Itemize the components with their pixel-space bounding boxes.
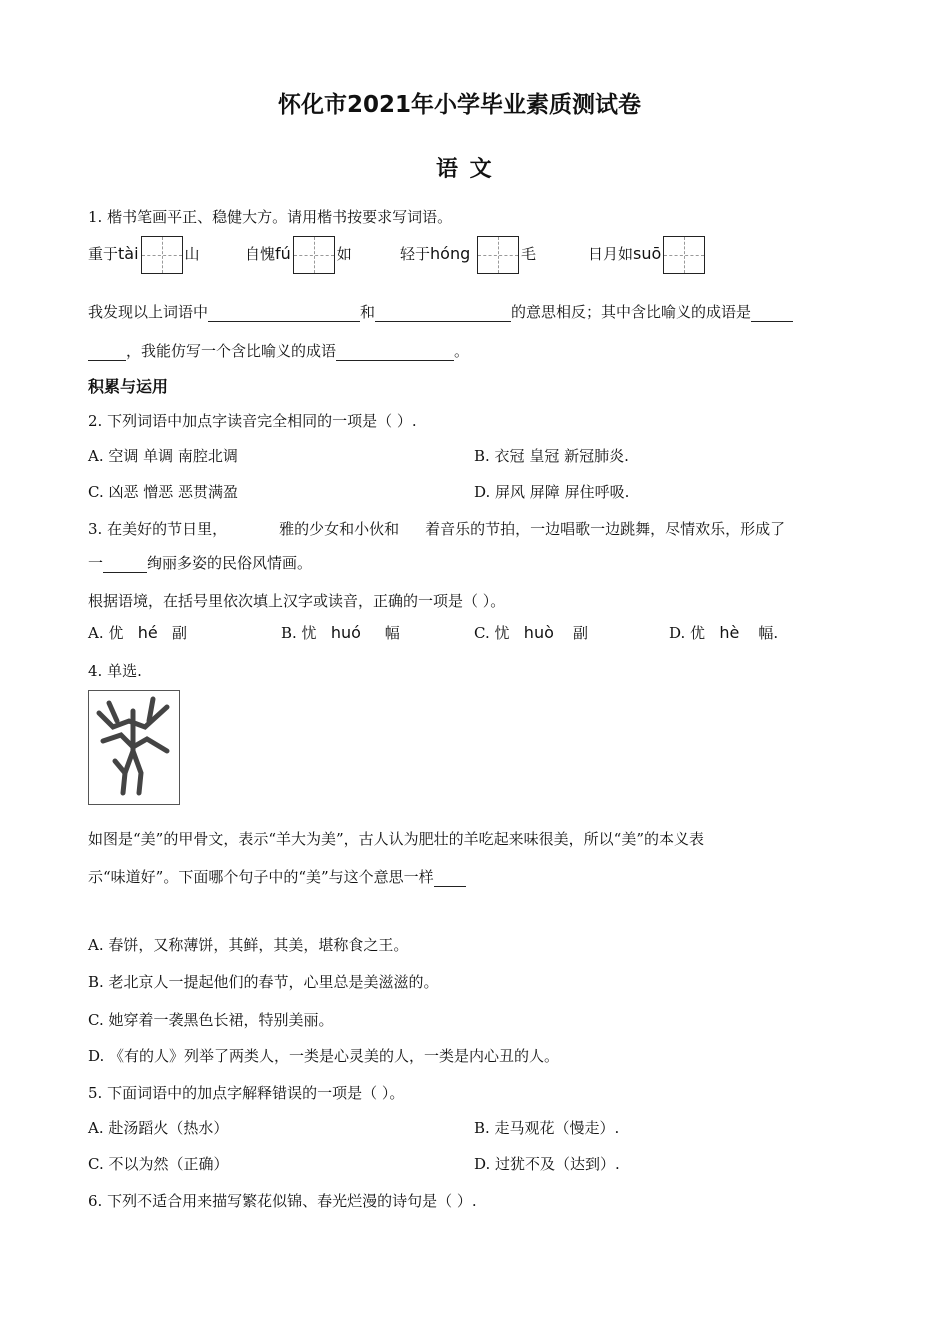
answer-blank[interactable] bbox=[751, 303, 793, 322]
writing-box[interactable] bbox=[141, 236, 183, 274]
writing-box[interactable] bbox=[663, 236, 705, 274]
writing-box[interactable] bbox=[293, 236, 335, 274]
oracle-bone-glyph-icon bbox=[89, 691, 179, 804]
answer-blank[interactable] bbox=[208, 303, 360, 322]
q3-option-a[interactable]: A. 优 hé 副 bbox=[88, 623, 187, 642]
pinyin: suō bbox=[633, 244, 662, 263]
pinyin: hóng bbox=[430, 244, 471, 263]
q1-item-1: 重于tài 山 bbox=[88, 236, 200, 274]
q4-option-b[interactable]: B. 老北京人一提起他们的春节，心里总是美滋滋的。 bbox=[88, 973, 439, 991]
q1-item-4: 日月如suō bbox=[588, 236, 707, 274]
pinyin: huò bbox=[523, 623, 554, 642]
q1-stem: 1. 楷书笔画平正、稳健大方。请用楷书按要求写词语。 bbox=[88, 208, 453, 226]
q2-stem: 2. 下列词语中加点字读音完全相同的一项是（ ）. bbox=[88, 412, 417, 430]
q2-option-a[interactable]: A. 空调 单调 南腔北调 bbox=[88, 447, 238, 465]
paper-title: 怀化市2021年小学毕业素质测试卷 bbox=[278, 92, 642, 118]
pinyin: huó bbox=[330, 623, 361, 642]
q5-option-c[interactable]: C. 不以为然（正确） bbox=[88, 1155, 229, 1173]
q4-stem: 4. 单选. bbox=[88, 662, 142, 680]
oracle-bone-mei-image bbox=[88, 690, 180, 805]
q5-option-b[interactable]: B. 走马观花（慢走）. bbox=[474, 1119, 620, 1137]
q2-option-b[interactable]: B. 衣冠 皇冠 新冠肺炎. bbox=[474, 447, 629, 465]
q3-option-b[interactable]: B. 忧 huó 幅 bbox=[281, 623, 400, 642]
q3-option-c[interactable]: C. 忧 huò 副 bbox=[474, 623, 588, 642]
q4-option-c[interactable]: C. 她穿着一袭黑色长裙，特别美丽。 bbox=[88, 1011, 334, 1029]
q6-stem: 6. 下列不适合用来描写繁花似锦、春光烂漫的诗句是（ ）. bbox=[88, 1192, 477, 1210]
writing-box[interactable] bbox=[477, 236, 519, 274]
q1-line2: 我发现以上词语中 和 的意思相反；其中含比喻义的成语是 bbox=[88, 301, 793, 322]
q3-line2: 一 绚丽多姿的民俗风情画。 bbox=[88, 554, 313, 572]
q5-option-d[interactable]: D. 过犹不及（达到）. bbox=[474, 1155, 620, 1173]
q2-option-d[interactable]: D. 屏风 屏障 屏住呼吸. bbox=[474, 483, 630, 501]
q1-line3: ，我能仿写一个含比喻义的成语 。 bbox=[88, 340, 469, 361]
subject-title: 语 文 bbox=[436, 157, 494, 182]
answer-blank[interactable] bbox=[336, 342, 454, 361]
q1-item-3: 轻于hóng 毛 bbox=[400, 236, 536, 274]
pinyin: fú bbox=[275, 244, 291, 263]
pinyin: hè bbox=[719, 623, 740, 642]
q3-line1: 3. 在美好的节日里， 雅的少女和小伙和 着音乐的节拍，一边唱歌一边跳舞，尽情欢乐，形成了 bbox=[88, 520, 786, 538]
q4-option-a[interactable]: A. 春饼，又称薄饼，其鲜，其美，堪称食之王。 bbox=[88, 936, 409, 954]
q5-option-a[interactable]: A. 赴汤蹈火（热水） bbox=[88, 1119, 229, 1137]
answer-blank[interactable] bbox=[103, 554, 147, 573]
section-heading: 积累与运用 bbox=[88, 377, 169, 396]
q3-option-d[interactable]: D. 优 hè 幅. bbox=[669, 623, 779, 642]
answer-blank[interactable] bbox=[88, 342, 126, 361]
q4-option-d[interactable]: D. 《有的人》列举了两类人，一类是心灵美的人，一类是内心丑的人。 bbox=[88, 1047, 560, 1065]
q4-paragraph-1: 如图是“美”的甲骨文，表示“羊大为美”，古人认为肥壮的羊吃起来味很美，所以“美”的本义表 bbox=[88, 830, 705, 848]
pinyin: hé bbox=[137, 623, 158, 642]
answer-blank[interactable] bbox=[375, 303, 511, 322]
q5-stem: 5. 下面词语中的加点字解释错误的一项是（ ）。 bbox=[88, 1084, 405, 1102]
q2-option-c[interactable]: C. 凶恶 憎恶 恶贯满盈 bbox=[88, 483, 239, 501]
pinyin: tài bbox=[118, 244, 139, 263]
q3-line3: 根据语境，在括号里依次填上汉字或读音，正确的一项是（ ）。 bbox=[88, 592, 506, 610]
q1-item-2: 自愧fú 如 bbox=[245, 236, 352, 274]
q4-paragraph-2: 示“味道好”。下面哪个句子中的“美”与这个意思一样 bbox=[88, 866, 466, 887]
answer-blank[interactable] bbox=[434, 868, 466, 887]
